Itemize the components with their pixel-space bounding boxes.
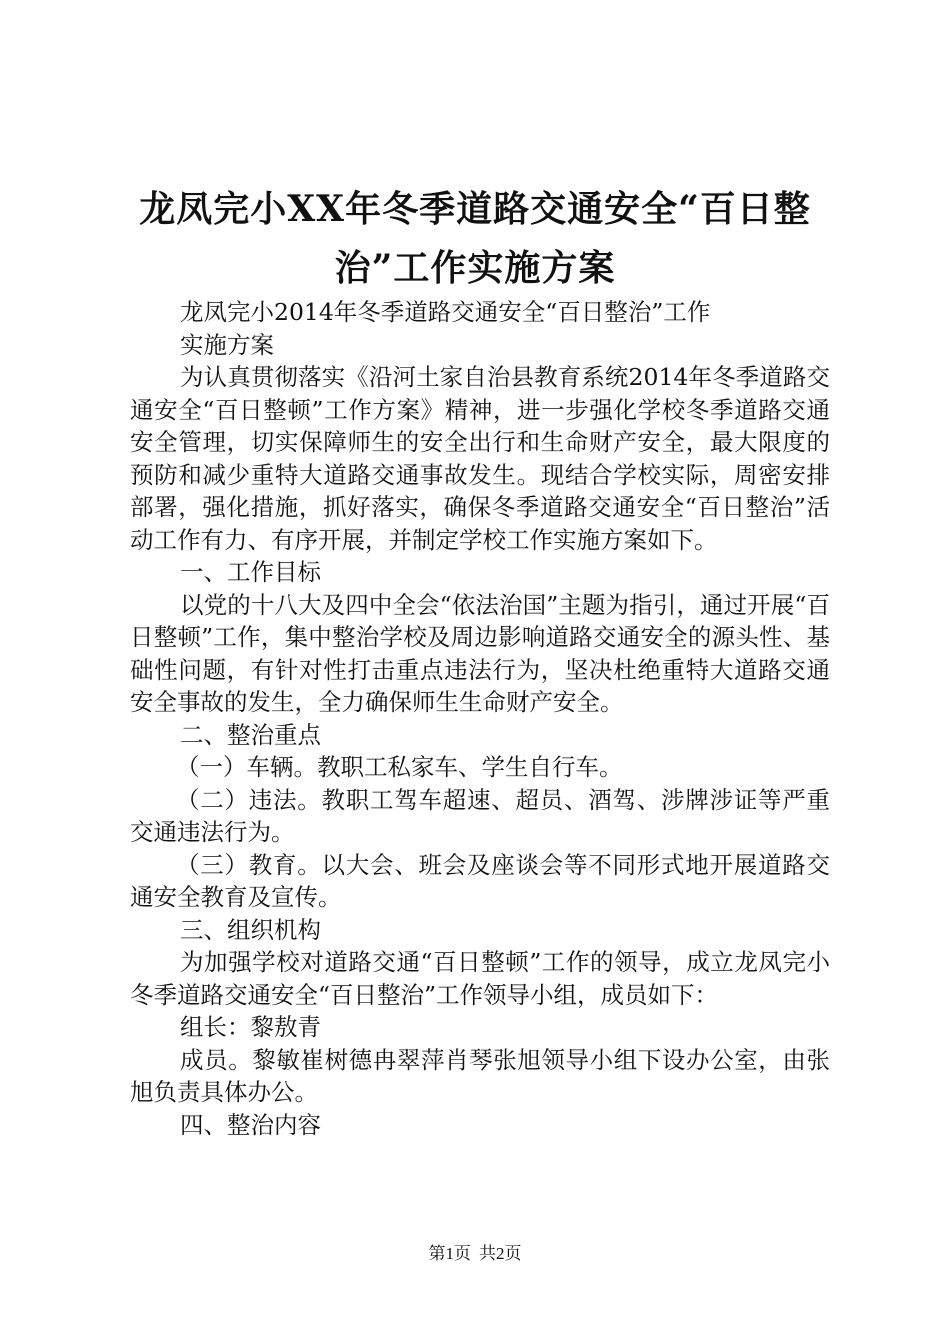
document-title-line-2: 治”工作实施方案: [334, 247, 616, 289]
focus-item-vehicles: （一）车辆。教职工私家车、学生自行车。: [176, 753, 623, 781]
team-leader: 组长：黎敖青: [180, 1013, 321, 1041]
page-total: 共2页: [479, 1244, 522, 1263]
section-heading-goals: 一、工作目标: [180, 558, 321, 586]
section-heading-focus: 二、整治重点: [180, 720, 321, 749]
subtitle-line-2: 实施方案: [180, 330, 274, 359]
page-footer: [0, 1243, 950, 1265]
intro-paragraph: 为认真贯彻落实《沿河土家自治县教育系统2014年冬季道路交通安全“百日整顿”工作方案》精神，进一步强化学校冬季道路交通安全管理，切实保障师生的安全出行和生命财产安全，最大限度的预防和减少重特大道路交通事故发生。现结合学校实际，周密安排部署，强化措施，抓好落实，确保冬季道路交通安全“百日整治”活动工作有力、有序开展，并制定学校工作实施方案如下。: [130, 363, 830, 554]
goals-paragraph: 以党的十八大及四中全会“依法治国”主题为指引，通过开展“百日整顿”工作，集中整治学校及周边影响道路交通安全的源头性、基础性问题，有针对性打击重点违法行为，坚决杜绝重特大道路交通安全事故的发生，全力确保师生生命财产安全。: [130, 590, 830, 716]
focus-item-education: （三）教育。以大会、班会及座谈会等不同形式地开展道路交通安全教育及宣传。: [130, 850, 830, 911]
section-heading-organization: 三、组织机构: [180, 915, 321, 944]
document-body: [130, 296, 830, 1141]
document-title-line-1: 龙凤完小XX年冬季道路交通安全“百日整: [139, 188, 811, 230]
page-number: 第1页: [428, 1244, 471, 1263]
organization-paragraph: 为加强学校对道路交通“百日整顿”工作的领导，成立龙凤完小冬季道路交通安全“百日整治”工作领导小组，成员如下：: [130, 948, 830, 1009]
focus-item-violations: （二）违法。教职工驾车超速、超员、酒驾、涉牌涉证等严重交通违法行为。: [130, 785, 830, 846]
subtitle-line-1: 龙凤完小2014年冬季道路交通安全“百日整治”工作: [180, 298, 711, 326]
team-members: 成员。黎敏崔树德冉翠萍肖琴张旭领导小组下设办公室，由张旭负责具体办公。: [130, 1045, 830, 1106]
section-heading-content: 四、整治内容: [180, 1110, 321, 1139]
